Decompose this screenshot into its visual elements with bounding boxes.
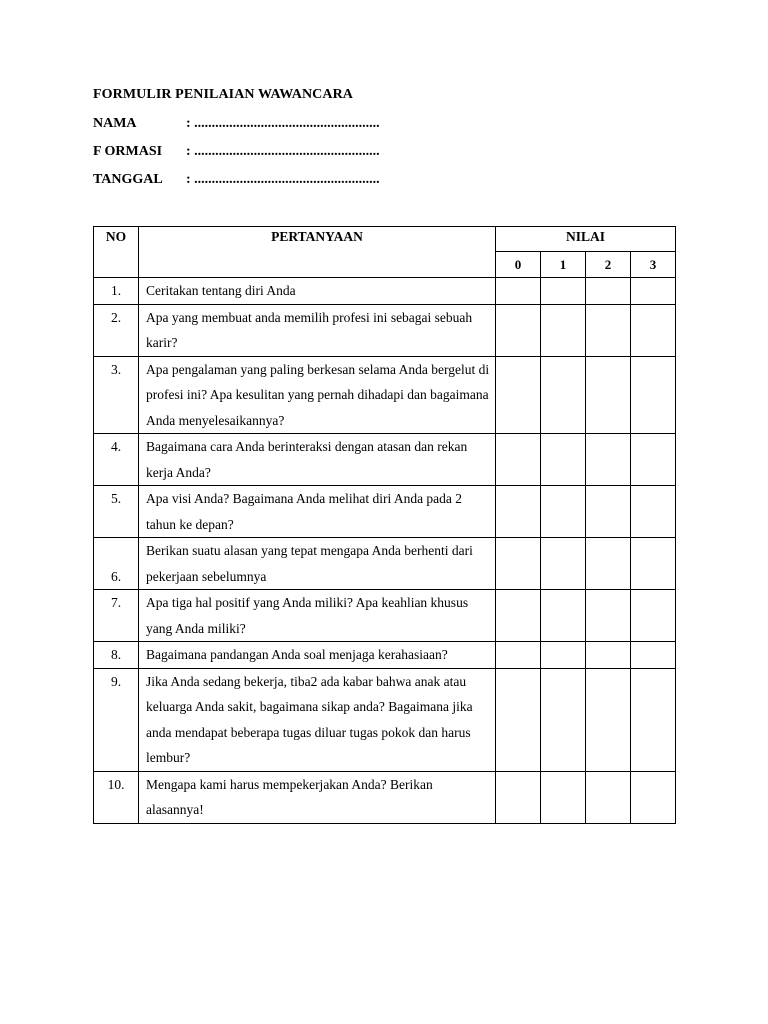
field-tanggal-value: : ..................................................... bbox=[186, 172, 380, 187]
table-row bbox=[94, 538, 676, 590]
score-box-1[interactable] bbox=[541, 590, 586, 642]
score-box-1[interactable] bbox=[541, 538, 586, 590]
table-row bbox=[94, 278, 676, 305]
table-row bbox=[94, 590, 676, 642]
score-box-0[interactable] bbox=[496, 278, 541, 305]
header-no: NO bbox=[94, 227, 139, 278]
score-option-3: 3 bbox=[631, 252, 676, 278]
row-number: 6. bbox=[94, 538, 139, 590]
score-box-1[interactable] bbox=[541, 642, 586, 669]
score-box-1[interactable] bbox=[541, 304, 586, 356]
score-box-3[interactable] bbox=[631, 434, 676, 486]
score-box-2[interactable] bbox=[586, 486, 631, 538]
score-box-2[interactable] bbox=[586, 771, 631, 823]
question-text: Mengapa kami harus mempekerjakan Anda? Berikan alasannya! bbox=[139, 771, 496, 823]
score-box-2[interactable] bbox=[586, 590, 631, 642]
score-box-2[interactable] bbox=[586, 642, 631, 669]
question-text: Apa pengalaman yang paling berkesan selama Anda bergelut di profesi ini? Apa kesulitan yang pernah dihadapi dan bagaimana Anda menyelesaikannya? bbox=[139, 356, 496, 434]
score-box-3[interactable] bbox=[631, 590, 676, 642]
table-row bbox=[94, 486, 676, 538]
score-box-3[interactable] bbox=[631, 538, 676, 590]
score-box-0[interactable] bbox=[496, 771, 541, 823]
score-box-1[interactable] bbox=[541, 668, 586, 771]
row-number: 2. bbox=[94, 304, 139, 356]
table-row bbox=[94, 668, 676, 771]
interview-score-table bbox=[93, 226, 676, 824]
table-row bbox=[94, 642, 676, 669]
score-box-3[interactable] bbox=[631, 642, 676, 669]
form-title: FORMULIR PENILAIAN WAWANCARA bbox=[93, 87, 354, 102]
field-nama-label: NAMA bbox=[93, 116, 137, 131]
score-box-3[interactable] bbox=[631, 278, 676, 305]
score-box-2[interactable] bbox=[586, 356, 631, 434]
score-box-3[interactable] bbox=[631, 304, 676, 356]
table-row bbox=[94, 356, 676, 434]
score-box-3[interactable] bbox=[631, 771, 676, 823]
row-number: 5. bbox=[94, 486, 139, 538]
header-score: NILAI bbox=[496, 227, 676, 252]
table-row bbox=[94, 771, 676, 823]
field-nama-value: : ..................................................... bbox=[186, 116, 380, 131]
score-box-0[interactable] bbox=[496, 486, 541, 538]
score-box-2[interactable] bbox=[586, 304, 631, 356]
question-text: Bagaimana pandangan Anda soal menjaga kerahasiaan? bbox=[139, 642, 496, 669]
question-text: Bagaimana cara Anda berinteraksi dengan atasan dan rekan kerja Anda? bbox=[139, 434, 496, 486]
score-box-1[interactable] bbox=[541, 356, 586, 434]
score-box-2[interactable] bbox=[586, 434, 631, 486]
score-box-0[interactable] bbox=[496, 590, 541, 642]
table-header-row bbox=[94, 227, 676, 252]
row-number: 1. bbox=[94, 278, 139, 305]
field-formasi-label: F ORMASI bbox=[93, 144, 163, 159]
score-box-1[interactable] bbox=[541, 434, 586, 486]
field-tanggal-label: TANGGAL bbox=[93, 172, 163, 187]
row-number: 8. bbox=[94, 642, 139, 669]
score-box-0[interactable] bbox=[496, 434, 541, 486]
row-number: 10. bbox=[94, 771, 139, 823]
question-text: Apa tiga hal positif yang Anda miliki? Apa keahlian khusus yang Anda miliki? bbox=[139, 590, 496, 642]
score-box-0[interactable] bbox=[496, 304, 541, 356]
table-row bbox=[94, 304, 676, 356]
question-text: Jika Anda sedang bekerja, tiba2 ada kabar bahwa anak atau keluarga Anda sakit, bagaimana sikap anda? Bagaimana jika anda mendapat beberapa tugas diluar tugas pokok dan harus lembur? bbox=[139, 668, 496, 771]
score-box-1[interactable] bbox=[541, 771, 586, 823]
row-number: 7. bbox=[94, 590, 139, 642]
question-text: Apa yang membuat anda memilih profesi ini sebagai sebuah karir? bbox=[139, 304, 496, 356]
row-number: 4. bbox=[94, 434, 139, 486]
question-text: Apa visi Anda? Bagaimana Anda melihat diri Anda pada 2 tahun ke depan? bbox=[139, 486, 496, 538]
field-formasi-value: : ..................................................... bbox=[186, 144, 380, 159]
score-box-2[interactable] bbox=[586, 538, 631, 590]
table-row bbox=[94, 434, 676, 486]
score-box-3[interactable] bbox=[631, 356, 676, 434]
score-box-0[interactable] bbox=[496, 538, 541, 590]
question-text: Berikan suatu alasan yang tepat mengapa Anda berhenti dari pekerjaan sebelumnya bbox=[139, 538, 496, 590]
question-text: Ceritakan tentang diri Anda bbox=[139, 278, 496, 305]
score-box-3[interactable] bbox=[631, 668, 676, 771]
score-option-2: 2 bbox=[586, 252, 631, 278]
row-number: 3. bbox=[94, 356, 139, 434]
score-box-0[interactable] bbox=[496, 668, 541, 771]
score-box-1[interactable] bbox=[541, 486, 586, 538]
score-option-1: 1 bbox=[541, 252, 586, 278]
score-box-3[interactable] bbox=[631, 486, 676, 538]
header-question: PERTANYAAN bbox=[139, 227, 496, 278]
score-box-1[interactable] bbox=[541, 278, 586, 305]
score-box-2[interactable] bbox=[586, 668, 631, 771]
score-box-0[interactable] bbox=[496, 356, 541, 434]
score-box-0[interactable] bbox=[496, 642, 541, 669]
score-box-2[interactable] bbox=[586, 278, 631, 305]
score-option-0: 0 bbox=[496, 252, 541, 278]
row-number: 9. bbox=[94, 668, 139, 771]
